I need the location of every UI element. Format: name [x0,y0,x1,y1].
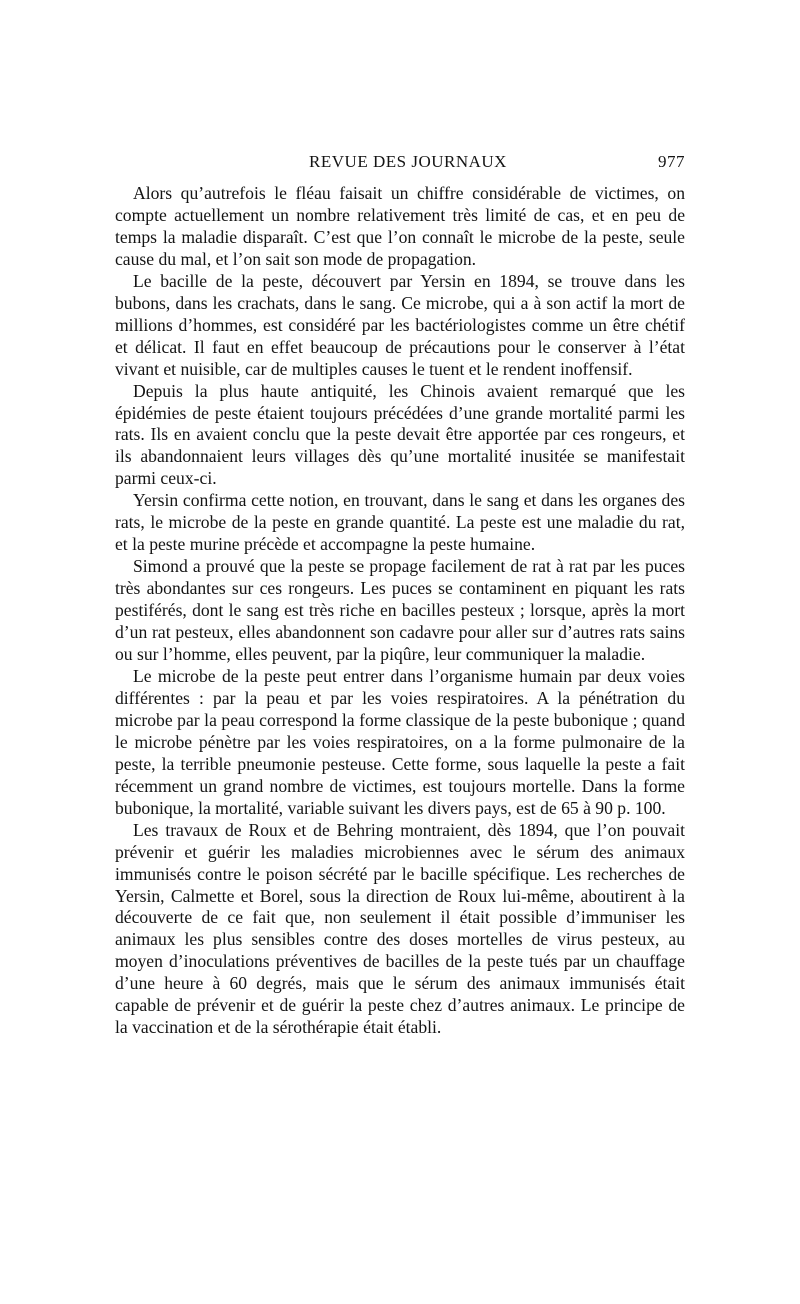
paragraph: Depuis la plus haute antiquité, les Chinois avaient remarqué que les épidémies de peste étaient toujours précédées d’une grande mortalité parmi les rats. Ils en avaient conclu que la peste devait être apportée par ces rongeurs, et ils abandonnaient leurs villages dès qu’une mortalité inusitée se manifestait parmi ceux-ci. [115,380,685,489]
book-page [115,152,685,1039]
paragraph: Le microbe de la peste peut entrer dans l’organisme humain par deux voies différentes : par la peau et par les voies respiratoires. A la pénétration du microbe par la peau correspond la forme classique de la peste bubonique ; quand le microbe pénètre par les voies respiratoires, on a la forme pulmonaire de la peste, la terrible pneumonie pesteuse. Cette forme, sous laquelle la peste a fait récemment un grand nombre de victimes, est toujours mortelle. Dans la forme bubonique, la mortalité, variable suivant les divers pays, est de 65 à 90 p. 100. [115,665,685,818]
paragraph: Yersin confirma cette notion, en trouvant, dans le sang et dans les organes des rats, le microbe de la peste en grande quantité. La peste est une maladie du rat, et la peste murine précède et accompagne la peste humaine. [115,490,685,555]
running-head [115,152,685,178]
paragraph: Alors qu’autrefois le fléau faisait un chiffre considérable de victimes, on compte actuellement un nombre relativement très limité de cas, et en peu de temps la maladie disparaît. C’est que l’on connaît le microbe de la peste, seule cause du mal, et l’on sait son mode de propagation. [115,183,685,269]
paragraph: Simond a prouvé que la peste se propage facilement de rat à rat par les puces très abondantes sur ces rongeurs. Les puces se contaminent en piquant les rats pestiférés, dont le sang est très riche en bacilles pesteux ; lorsque, après la mort d’un rat pesteux, elles abandonnent son cadavre pour aller sur d’autres rats sains ou sur l’homme, elles peuvent, par la piqûre, leur communiquer la maladie. [115,556,685,665]
paragraph: Les travaux de Roux et de Behring montraient, dès 1894, que l’on pouvait prévenir et guérir les maladies microbiennes avec le sérum des animaux immunisés contre le poison sécrété par le bacille spécifique. Les recherches de Yersin, Calmette et Borel, sous la direction de Roux lui-même, aboutirent à la découverte de ce fait que, non seulement il était possible d’immuniser les animaux les plus sensibles contre des doses mortelles de virus pesteux, au moyen d’inoculations préventives de bacilles de la peste tués par un chauffage d’une heure à 60 degrés, mais que le sérum des animaux immunisés était capable de prévenir et de guérir la peste chez d’autres animaux. Le principe de la vaccination et de la sérothérapie était établi. [115,819,685,1038]
body-text [115,183,685,1039]
page-number: 977 [658,152,685,171]
paragraph: Le bacille de la peste, découvert par Yersin en 1894, se trouve dans les bubons, dans les crachats, dans le sang. Ce microbe, qui a à son actif la mort de millions d’hommes, est considéré par les bactériologistes comme un être chétif et délicat. Il faut en effet beaucoup de précautions pour le conserver à l’état vivant et nuisible, car de multiples causes le tuent et le rendent inoffensif. [115,270,685,379]
running-title: REVUE DES JOURNAUX [309,152,507,171]
